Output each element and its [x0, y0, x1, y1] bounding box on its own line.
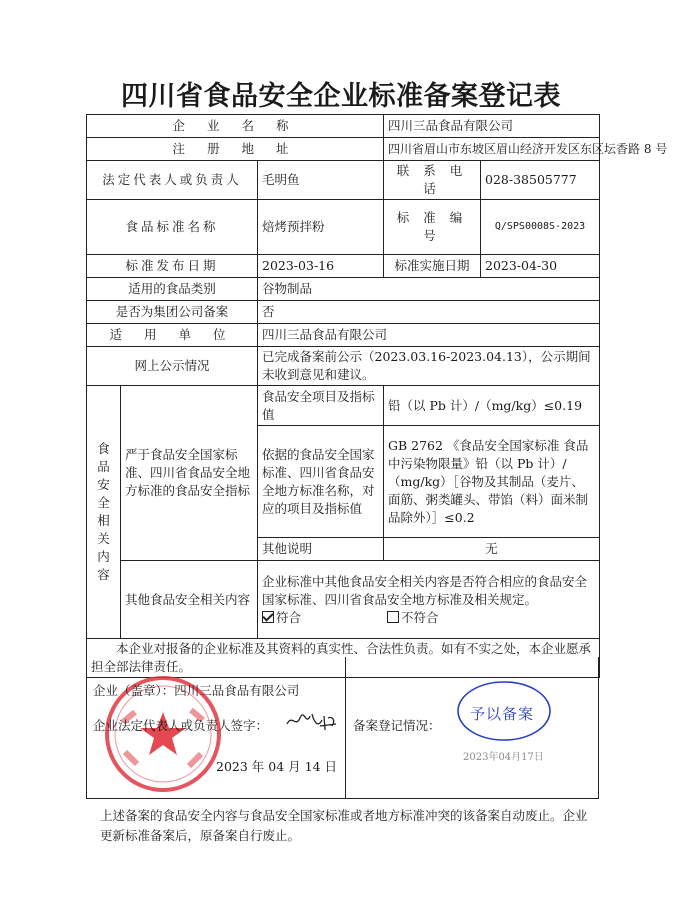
other-related-cell: [258, 561, 600, 639]
std-name-label: 食品标准名称: [87, 200, 258, 255]
registration-stamp-text: 予以备案: [470, 705, 535, 723]
effective-date-value: 2023-04-30: [481, 255, 600, 278]
legal-rep-value: 毛明鱼: [258, 161, 384, 200]
phone-value: 028-38505777: [481, 161, 600, 200]
applicable-unit-value: 四川三品食品有限公司: [258, 324, 600, 347]
safety-section-char: 安: [97, 477, 110, 492]
category-value: 谷物制品: [258, 278, 600, 301]
company-label: 企 业 名 称: [87, 115, 384, 138]
public-notice-label: 网上公示情况: [87, 347, 258, 386]
signing-divider: [345, 657, 346, 798]
publish-date-label: 标准发布日期: [87, 255, 258, 278]
other-note-value: 无: [384, 538, 600, 561]
std-name-value: 焙烤预拌粉: [258, 200, 384, 255]
signing-date: 2023 年 04 月 14 日: [216, 759, 337, 774]
safety-section-char: 内: [97, 549, 110, 564]
registration-form: [86, 114, 668, 678]
item-label: 食品安全项目及指标值: [258, 386, 384, 426]
registration-date: 2023年04月17日: [463, 752, 544, 763]
safety-section-char: 容: [97, 567, 110, 582]
group-filing-label: 是否为集团公司备案: [87, 301, 258, 324]
registration-label: 备案登记情况：: [353, 718, 441, 733]
address-value: 四川省眉山市东坡区眉山经济开发区东区坛香路 8 号: [384, 138, 600, 161]
safety-section-char: 相: [97, 513, 110, 528]
signer-label: 企业法定代表人或负责人签字：: [93, 718, 269, 733]
safety-section-char: 品: [97, 459, 110, 474]
footer-note: 上述备案的食品安全内容与食品安全国家标准或者地方标准冲突的该备案自动废止。企业更新标准备案后，原备案自行废止。: [100, 808, 588, 843]
other-note-label: 其他说明: [258, 538, 384, 561]
compliant-label: 符合: [276, 609, 302, 625]
address-label: 注 册 地 址: [87, 138, 384, 161]
applicable-unit-label: 适 用 单 位: [87, 324, 258, 347]
safety-section-label: [87, 386, 121, 639]
item-value: 铅（以 Pb 计）/（mg/kg）≤0.19: [384, 386, 600, 426]
noncompliant-checkbox: [387, 611, 399, 623]
public-notice-value: 已完成备案前公示（2023.03.16-2023.04.13），公示期间未收到意见和建议。: [258, 347, 600, 386]
basis-label: 依据的食品安全国家标准、四川省食品安全地方标准名称，对应的项目及指标值: [258, 426, 384, 538]
company-value: 四川三品食品有限公司: [384, 115, 600, 138]
std-no-label: 标 准 编 号: [384, 200, 481, 255]
basis-value: GB 2762 《食品安全国家标准 食品中污染物限量》铅（以 Pb 计）/（mg/kg）［谷物及其制品（麦片、面筋、粥类罐头、带馅（料）面米制品除外）］≤0.2: [384, 426, 600, 538]
phone-label: 联 系 电 话: [384, 161, 481, 200]
page-title: 四川省食品安全企业标准备案登记表: [121, 81, 561, 112]
other-related-value: 企业标准中其他食品安全相关内容是否符合相应的食品安全国家标准、四川省食品安全地方标准及相关规定。: [262, 573, 588, 607]
company-seal-label: 企业（盖章）：: [93, 683, 175, 698]
publish-date-value: 2023-03-16: [258, 255, 384, 278]
other-related-label: 其他食品安全相关内容: [121, 561, 258, 639]
declaration: 本企业对报备的企业标准及其资料的真实性、合法性负责。如有不实之处，本企业愿承担全部法律责任。: [87, 639, 600, 678]
effective-date-label: 标准实施日期: [384, 255, 481, 278]
safety-section-char: 全: [97, 495, 110, 510]
std-no-value: Q/SPS0008S-2023: [481, 200, 600, 255]
group-filing-value: 否: [258, 301, 600, 324]
company-seal-value: 四川三品食品有限公司: [174, 683, 300, 698]
compliance-options: [262, 609, 595, 627]
noncompliant-label: 不符合: [400, 609, 439, 625]
category-label: 适用的食品类别: [87, 278, 258, 301]
stricter-label: 严于食品安全国家标准、四川省食品安全地方标准的食品安全指标: [121, 386, 258, 561]
safety-section-char: 关: [97, 531, 110, 546]
company-seal-line: [93, 681, 299, 699]
handwritten-signature: [284, 708, 338, 734]
legal-rep-label: 法定代表人或负责人: [87, 161, 258, 200]
safety-section-char: 食: [97, 441, 110, 456]
compliant-checkbox: [262, 611, 274, 623]
